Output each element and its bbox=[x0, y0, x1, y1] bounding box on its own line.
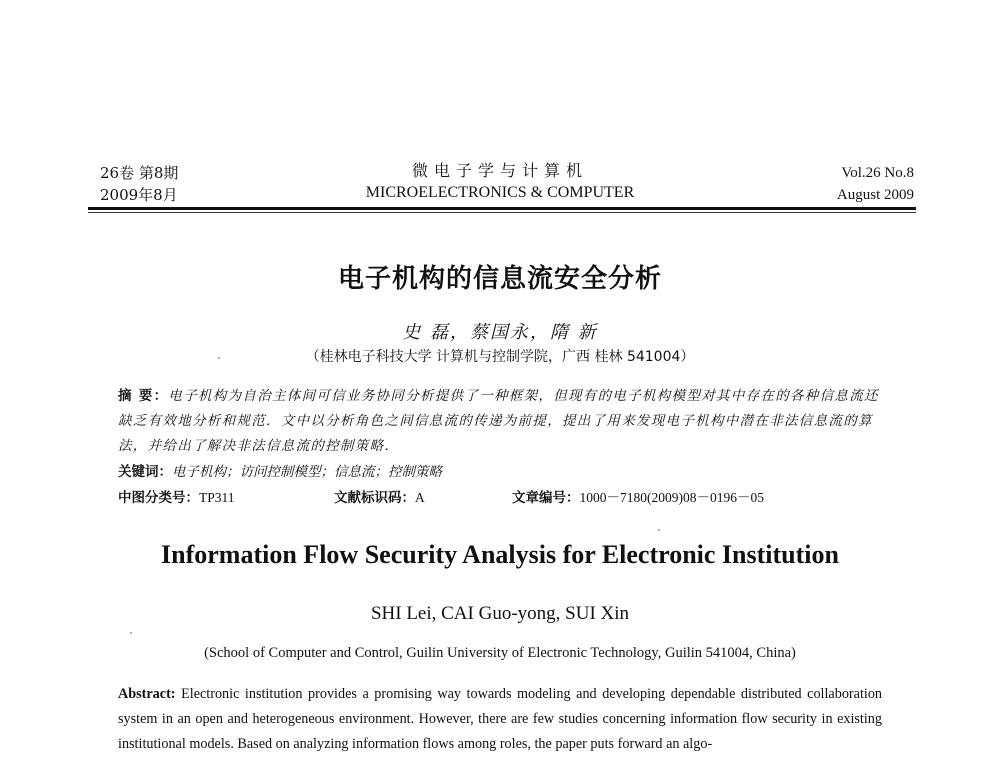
keywords-text-cn: 电子机构；访问控制模型；信息流；控制策略 bbox=[172, 464, 442, 480]
paper-title-en: Information Flow Security Analysis for Electronic Institution bbox=[161, 540, 839, 569]
volume-issue-en: Vol.26 No.8 bbox=[841, 165, 914, 181]
header-rule-thick bbox=[88, 207, 916, 210]
date-cn: 2009年8月 bbox=[100, 186, 178, 204]
abstract-cn bbox=[118, 384, 890, 459]
paper-title-cn: 电子机构的信息流安全分析 bbox=[337, 264, 662, 294]
abstract-en bbox=[118, 682, 882, 757]
scan-speck bbox=[130, 632, 132, 634]
doc-code-label: 文献标识码： bbox=[334, 490, 415, 506]
journal-name bbox=[300, 160, 700, 204]
journal-name-en: MICROELECTRONICS & COMPUTER bbox=[365, 184, 635, 201]
abstract-text-en: Electronic institution provides a promising way towards modeling and developing dependable distributed collaboration system in an open and heterogeneous environment. However, there are few studies concerning information flow security in existing institutional models. Based on analyzing information flows among roles, the paper puts forward an algo- bbox=[118, 686, 883, 752]
clc-label: 中图分类号： bbox=[118, 490, 199, 506]
journal-name-cn: 微电子学与计算机 bbox=[411, 161, 588, 180]
issue-info-en bbox=[837, 162, 914, 206]
doc-code bbox=[334, 487, 425, 509]
volume-issue-cn: 26卷 第8期 bbox=[100, 164, 179, 182]
affiliation-cn: （桂林电子科技大学 计算机与控制学院，广西 桂林 541004） bbox=[305, 349, 695, 365]
clc-value: TP311 bbox=[199, 490, 235, 505]
article-number bbox=[512, 487, 764, 509]
abstract-text-cn: 电子机构为自治主体间可信业务协同分析提供了一种框架，但现有的电子机构模型对其中存在的各种信息流还缺乏有效地分析和规范．文中以分析角色之间信息流的传递为前提，提出了用来发现电子机构中潜在非法信息流的算法，并给出了解决非法信息流的控制策略． bbox=[118, 388, 879, 454]
issue-info bbox=[100, 162, 178, 206]
abstract-label-en: Abstract: bbox=[118, 686, 176, 702]
header-rule-thin bbox=[88, 212, 916, 213]
authors-en: SHI Lei, CAI Guo-yong, SUI Xin bbox=[370, 603, 630, 624]
clc-number bbox=[118, 487, 235, 509]
keywords-label-cn: 关键词： bbox=[118, 464, 172, 480]
authors-cn: 史 磊，蔡国永，隋 新 bbox=[402, 322, 598, 343]
date-en: August 2009 bbox=[836, 187, 914, 203]
abstract-label-cn: 摘 要： bbox=[118, 388, 169, 404]
scan-speck bbox=[218, 357, 220, 359]
scan-speck bbox=[658, 529, 660, 531]
article-number-value: 1000－7180(2009)08－0196－05 bbox=[579, 490, 764, 505]
doc-code-value: A bbox=[415, 490, 425, 505]
affiliation-en: (School of Computer and Control, Guilin University of Electronic Technology, Guilin 541004, China) bbox=[204, 645, 796, 661]
article-number-label: 文章编号： bbox=[512, 490, 580, 506]
keywords-cn bbox=[118, 461, 442, 483]
